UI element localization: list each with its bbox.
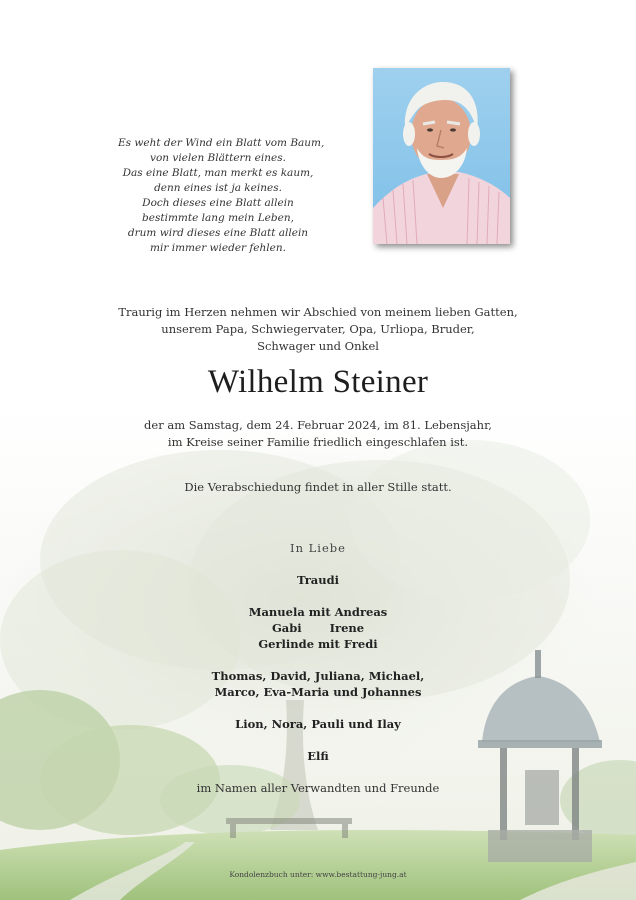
death-line: der am Samstag, dem 24. Februar 2024, im 81. Lebensjahr, — [144, 418, 492, 432]
sibling-name: Elfi — [307, 749, 329, 763]
farewell-note: Die Verabschiedung findet in aller Stille statt. — [184, 480, 452, 494]
intro-line: unserem Papa, Schwiegervater, Opa, Urliopa, Bruder, — [161, 322, 475, 336]
condolence-book-link[interactable]: Kondolenzbuch unter: www.bestattung-jung.at — [229, 870, 407, 879]
intro-line: Schwager und Onkel — [257, 339, 379, 353]
children-line — [68, 620, 568, 636]
relatives-note: im Namen aller Verwandten und Freunde — [196, 781, 440, 795]
intro-text — [68, 304, 568, 355]
children-line: Manuela mit Andreas — [248, 605, 388, 619]
poem-line: Doch dieses eine Blatt allein — [142, 197, 294, 209]
poem-line: Das eine Blatt, man merkt es kaum, — [122, 167, 314, 179]
death-line: im Kreise seiner Familie friedlich eingeschlafen ist. — [167, 435, 469, 449]
poem-line: von vielen Blättern eines. — [150, 152, 286, 164]
intro-line: Traurig im Herzen nehmen wir Abschied von meinem lieben Gatten, — [118, 305, 518, 319]
spouse-name: Traudi — [296, 573, 339, 587]
grandchildren-line: Marco, Eva-Maria und Johannes — [214, 685, 422, 699]
poem-line: drum wird dieses eine Blatt allein — [127, 227, 309, 239]
portrait-photo — [373, 68, 510, 244]
child-name: Irene — [329, 621, 365, 635]
poem-line: bestimmte lang mein Leben, — [142, 212, 294, 224]
poem-line: mir immer wieder fehlen. — [150, 242, 286, 254]
poem-line: denn eines ist ja keines. — [154, 182, 282, 194]
death-notice — [68, 417, 568, 451]
poem — [118, 136, 325, 256]
great-grandchildren-line: Lion, Nora, Pauli und Ilay — [235, 717, 401, 731]
poem-line: Es weht der Wind ein Blatt vom Baum, — [118, 137, 325, 149]
child-name: Gabi — [271, 621, 302, 635]
mourners-list — [68, 540, 568, 796]
children-line: Gerlinde mit Fredi — [258, 637, 378, 651]
grandchildren-line: Thomas, David, Juliana, Michael, — [211, 669, 425, 683]
deceased-name: Wilhelm Steiner — [207, 364, 429, 400]
in-liebe-heading: In Liebe — [290, 541, 346, 555]
